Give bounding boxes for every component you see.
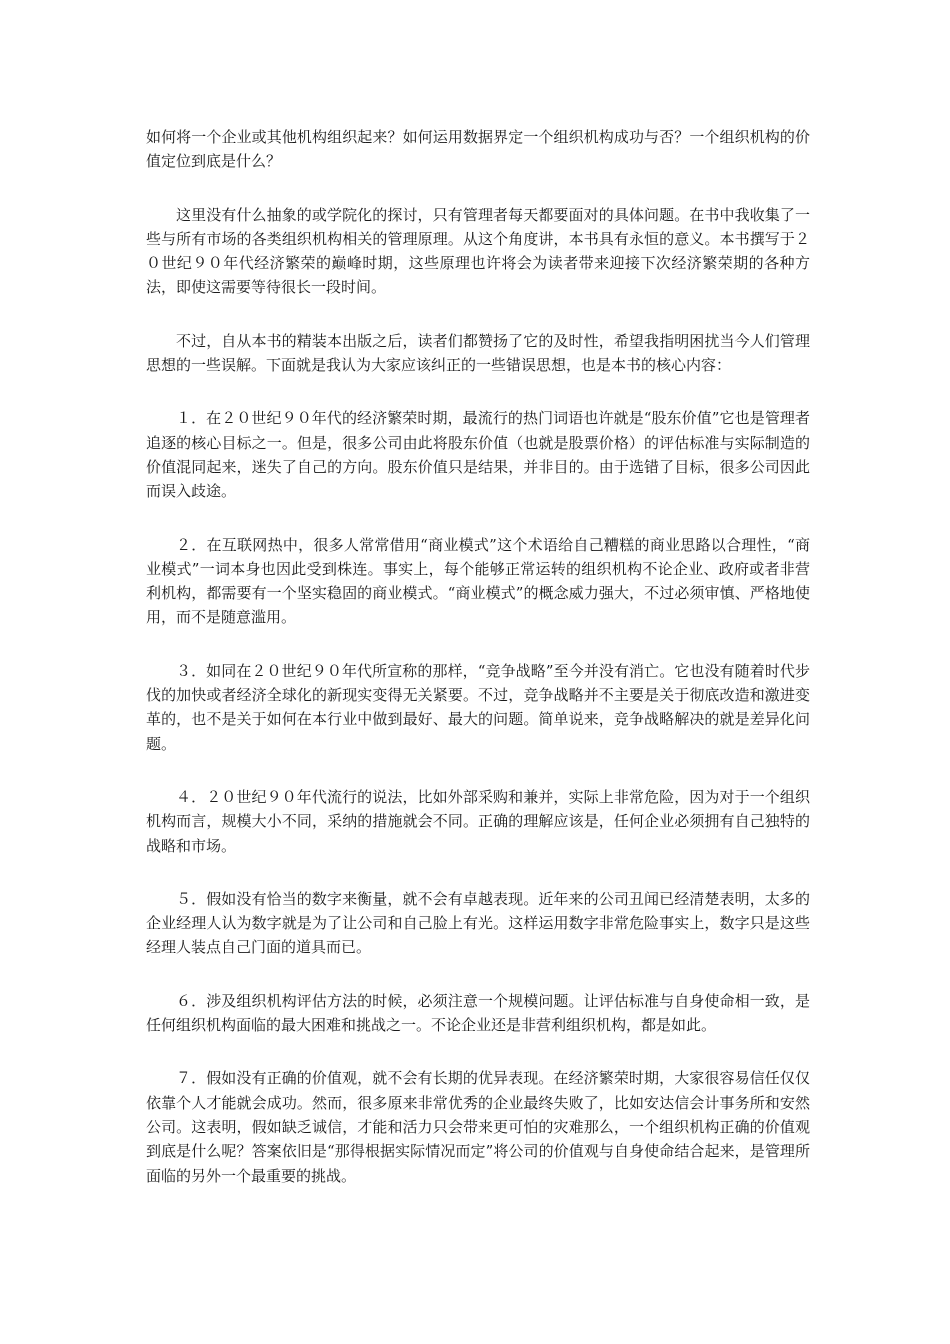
point-1-shareholder-value: １．在２０世纪９０年代的经济繁荣时期，最流行的热门词语也许就是“股东价值”它也是管理者追逐的核心目标之一。但是，很多公司由此将股东价值（也就是股票价格）的评估标准与实际制造的价值混同起来，迷失了自己的方向。股东价值只是结果，并非目的。由于选错了目标，很多公司因此而误入歧途。 (146, 409, 810, 501)
point-4-scale: ４．２０世纪９０年代流行的说法，比如外部采购和兼并，实际上非常危险，因为对于一个组织机构而言，规模大小不同，采纳的措施就会不同。正确的理解应该是，任何企业必须拥有自己独特的战略和市场。 (146, 787, 810, 855)
paragraph-practical-problems: 这里没有什么抽象的或学院化的探讨，只有管理者每天都要面对的具体问题。在书中我收集了一些与所有市场的各类组织机构相关的管理原理。从这个角度讲，本书具有永恒的意义。本书撰写于２０世纪９０年代经济繁荣的巅峰时期，这些原理也许将会为读者带来迎接下次经济繁荣期的各种方法，即使这需要等待很长一段时间。 (146, 205, 810, 297)
point-2-business-model: ２．在互联网热中，很多人常常借用“商业模式”这个术语给自己糟糕的商业思路以合理性，“商业模式”一词本身也因此受到株连。事实上，每个能够正常运转的组织机构不论企业、政府或者非营利机构，都需要有一个坚实稳固的商业模式。“商业模式”的概念威力强大，不过必须审慎、严格地使用，而不是随意滥用。 (146, 535, 810, 627)
paragraph-misconceptions: 不过，自从本书的精装本出版之后，读者们都赞扬了它的及时性，希望我指明困扰当今人们管理思想的一些误解。下面就是我认为大家应该纠正的一些错误思想，也是本书的核心内容： (146, 331, 810, 375)
point-6-evaluation: ６．涉及组织机构评估方法的时候，必须注意一个规模问题。让评估标准与自身使命相一致，是任何组织机构面临的最大困难和挑战之一。不论企业还是非营利组织机构，都是如此。 (146, 991, 810, 1035)
intro-paragraph: 如何将一个企业或其他机构组织起来？如何运用数据界定一个组织机构成功与否？一个组织机构的价值定位到底是什么？ (146, 128, 810, 171)
point-3-competitive-strategy: ３．如同在２０世纪９０年代所宣称的那样，“竞争战略”至今并没有消亡。它也没有随着时代步伐的加快或者经济全球化的新现实变得无关紧要。不过，竞争战略并不主要是关于彻底改造和激进变革的，也不是关于如何在本行业中做到最好、最大的问题。简单说来，竞争战略解决的就是差异化问题。 (146, 661, 810, 753)
document-body (146, 125, 810, 1217)
point-7-values: ７．假如没有正确的价值观，就不会有长期的优异表现。在经济繁荣时期，大家很容易信任仅仅依靠个人才能就会成功。然而，很多原来非常优秀的企业最终失败了，比如安达信会计事务所和安然公司。这表明，假如缺乏诚信，才能和活力只会带来更可怕的灾难那么，一个组织机构正确的价值观到底是什么呢？答案依旧是“那得根据实际情况而定”将公司的价值观与自身使命结合起来，是管理所面临的另外一个最重要的挑战。 (146, 1069, 810, 1185)
point-5-numbers: ５．假如没有恰当的数字来衡量，就不会有卓越表现。近年来的公司丑闻已经清楚表明，太多的企业经理人认为数字就是为了让公司和自己脸上有光。这样运用数字非常危险事实上，数字只是这些经理人装点自己门面的道具而已。 (146, 889, 810, 957)
